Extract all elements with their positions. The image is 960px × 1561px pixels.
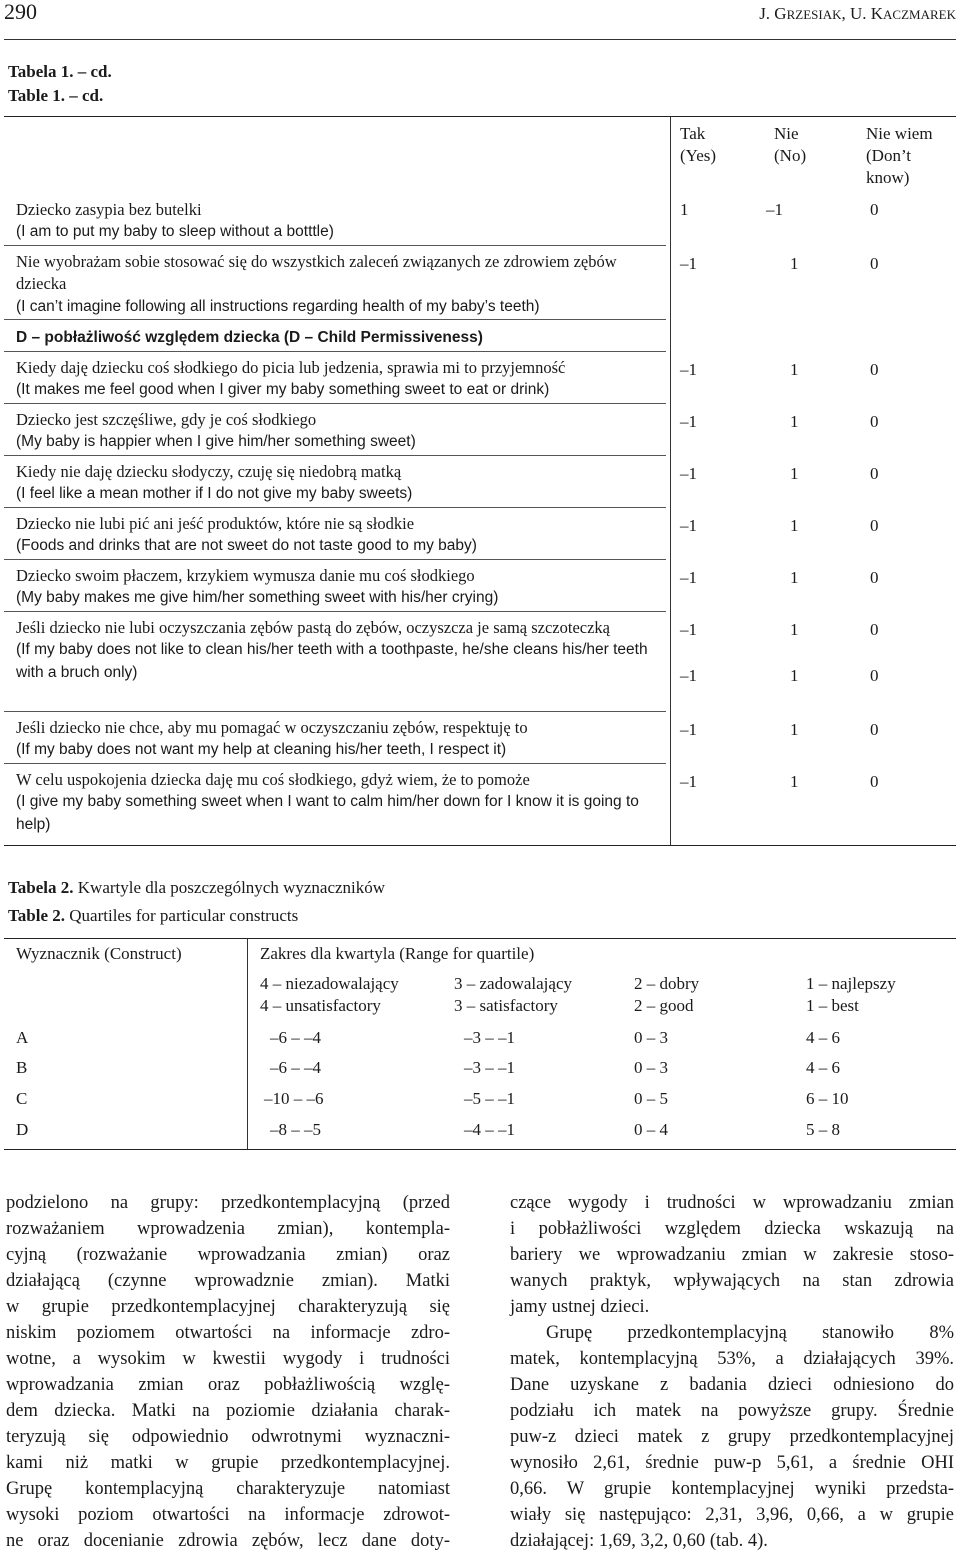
body-column-right <box>510 1190 954 1554</box>
text-line: wotne, a wysokim w kwestii wygody i trudności <box>6 1349 450 1369</box>
quartile-header-3: 3 – zadowalający 3 – satisfactory <box>454 974 572 1016</box>
text-line: działającej: 1,69, 3,2, 0,60 (tab. 4). <box>510 1531 768 1551</box>
score-yes: –1 <box>680 360 697 379</box>
body-column-left <box>6 1190 450 1554</box>
row-divider <box>4 711 666 712</box>
section-heading-d: D – pobłażliwość względem dziecka (D – Child Permissiveness) <box>16 329 483 346</box>
text-line: wysoki poziom otwartości na informacje zdrowot- <box>6 1505 450 1525</box>
col-header-yes: Tak (Yes) <box>680 124 717 165</box>
score-no: –1 <box>766 200 783 219</box>
range-cell: 0 – 4 <box>634 1120 668 1139</box>
page-number: 290 <box>4 0 37 24</box>
text-line: puw-z dzieci matek z grupy przedkontemplacyjnej <box>510 1427 954 1447</box>
score-yes: –1 <box>680 412 697 431</box>
table1-item <box>16 617 664 684</box>
item-text-en: (If my baby does not want my help at cleaning his/her teeth, I respect it) <box>16 741 507 759</box>
table1-caption-pl: Tabela 1. – cd. <box>8 62 112 81</box>
table1-item <box>16 769 664 836</box>
score-row <box>680 253 950 275</box>
text-line: Dane uzyskane z badania dzieci odniesiono do <box>510 1375 954 1395</box>
score-yes: –1 <box>680 666 697 685</box>
score-yes: –1 <box>680 254 697 273</box>
construct-label: A <box>16 1028 29 1047</box>
range-cell: 0 – 3 <box>634 1028 668 1047</box>
row-divider <box>4 319 666 320</box>
table1-item <box>16 357 664 402</box>
score-dont-know: 0 <box>870 720 879 739</box>
construct-label: B <box>16 1058 28 1077</box>
item-text-en: (I can’t imagine following all instructions regarding health of my baby’s teeth) <box>16 297 540 315</box>
score-yes: –1 <box>680 720 697 739</box>
score-row <box>680 199 950 221</box>
table2-caption-pl: Tabela 2. Kwartyle dla poszczególnych wyznaczników <box>8 878 386 897</box>
text-line: Grupę kontemplacyjną charakteryzuje natomiast <box>6 1479 450 1499</box>
range-cell: –6 – –4 <box>270 1028 321 1047</box>
item-text-en: (It makes me feel good when I giver my baby something sweet to eat or drink) <box>16 381 550 399</box>
score-no: 1 <box>790 412 799 431</box>
table1 <box>4 116 956 846</box>
item-text-en: (I feel like a mean mother if I do not give my baby sweets) <box>16 485 413 503</box>
item-text-pl: Jeśli dziecko nie chce, aby mu pomagać w oczyszczaniu zębów, respektuję to <box>16 718 528 737</box>
table2-divider <box>247 939 248 1149</box>
score-dont-know: 0 <box>870 360 879 379</box>
text-line: czące wygody i trudności w wprowadzaniu zmian <box>510 1193 954 1213</box>
text-line: podzielono na grupy: przedkontemplacyjną (przed <box>6 1193 450 1213</box>
score-dont-know: 0 <box>870 464 879 483</box>
score-dont-know: 0 <box>870 254 879 273</box>
col-header-no: Nie (No) <box>774 124 807 165</box>
item-text-pl: Jeśli dziecko nie lubi oczyszczania zębów pastą do zębów, oczyszcza je samą szczoteczką <box>16 618 611 637</box>
text-line: bariery we wprowadzaniu zmian w zakresie stoso- <box>510 1245 954 1265</box>
score-no: 1 <box>790 720 799 739</box>
score-no: 1 <box>790 516 799 535</box>
text-line: podziału ich matek na powyższe grupy. Średnie <box>510 1401 954 1421</box>
table1-item <box>16 409 664 454</box>
item-text-en: (My baby is happier when I give him/her something sweet) <box>16 433 416 451</box>
text-line: wprowadzania zmian oraz pobłażliwością wzglę- <box>6 1375 450 1395</box>
table1-item <box>16 199 664 244</box>
row-divider <box>4 763 666 764</box>
score-yes: 1 <box>680 200 689 219</box>
range-cell: –4 – –1 <box>464 1120 515 1139</box>
range-header: Zakres dla kwartyla (Range for quartile) <box>260 944 535 963</box>
text-line: wanych praktyk, wpływających na stan zdrowia <box>510 1271 954 1291</box>
score-dont-know: 0 <box>870 516 879 535</box>
range-cell: –6 – –4 <box>270 1058 321 1077</box>
row-divider <box>4 455 666 456</box>
text-line: ne oraz docenianie zdrowia zębów, lecz dane doty- <box>6 1531 450 1551</box>
row-divider <box>4 559 666 560</box>
text-line: matek, kontemplacyjną 53%, a działających 39%. <box>510 1349 954 1369</box>
quartile-header-4: 4 – niezadowalający 4 – unsatisfactory <box>260 974 399 1016</box>
item-text-pl: Kiedy daję dziecku coś słodkiego do picia lub jedzenia, sprawia mi to przyjemność <box>16 358 566 377</box>
item-text-pl: Kiedy nie daję dziecku słodyczy, czuję się niedobrą matką <box>16 462 402 481</box>
range-cell: 0 – 3 <box>634 1058 668 1077</box>
text-line: rozważaniem wprowadzenia zmian), kontempla- <box>6 1219 450 1239</box>
score-row <box>680 771 950 793</box>
text-line: teryzują się odpowiednio odwrotnymi wyznaczni- <box>6 1427 450 1447</box>
item-text-pl: Dziecko swoim płaczem, krzykiem wymusza danie mu coś słodkiego <box>16 566 475 585</box>
quartile-header-1: 1 – najlepszy 1 – best <box>806 974 896 1016</box>
text-line: Grupę przedkontemplacyjną stanowiło 8% <box>546 1323 954 1343</box>
table1-caption-en: Table 1. – cd. <box>8 86 104 105</box>
text-line: kami niż matki w grupie przedkontemplacyjnej. <box>6 1453 450 1473</box>
table1-item <box>16 565 664 610</box>
score-dont-know: 0 <box>870 772 879 791</box>
row-divider <box>4 245 666 246</box>
running-authors: J. GRZESIAK, U. KACZMAREK <box>759 4 956 23</box>
table2 <box>4 938 956 1150</box>
item-text-en: (If my baby does not like to clean his/her teeth with a toothpaste, he/she cleans his/her teeth with a bruch only) <box>16 641 648 681</box>
construct-label: D <box>16 1120 29 1139</box>
item-text-pl: Dziecko nie lubi pić ani jeść produktów, które nie są słodkie <box>16 514 415 533</box>
score-yes: –1 <box>680 772 697 791</box>
score-row <box>680 619 950 641</box>
score-no: 1 <box>790 568 799 587</box>
score-yes: –1 <box>680 620 697 639</box>
score-yes: –1 <box>680 516 697 535</box>
score-no: 1 <box>790 620 799 639</box>
table2-caption-en: Table 2. Quartiles for particular constructs <box>8 906 299 925</box>
range-cell: –3 – –1 <box>464 1028 515 1047</box>
text-line: 0,66. W grupie kontemplacyjnej wyniki przedsta- <box>510 1479 954 1499</box>
table1-item <box>16 461 664 506</box>
text-line: wiały się następująco: 2,31, 3,96, 0,66, a w grupie <box>510 1505 954 1525</box>
score-yes: –1 <box>680 568 697 587</box>
score-no: 1 <box>790 254 799 273</box>
score-row <box>680 515 950 537</box>
score-row <box>680 359 950 381</box>
text-line: dem dziecka. Matki na poziomie działania charak- <box>6 1401 450 1421</box>
score-row <box>680 665 950 687</box>
construct-label: C <box>16 1089 28 1108</box>
row-divider <box>4 611 666 612</box>
text-line: jamy ustnej dzieci. <box>510 1297 650 1317</box>
range-cell: –5 – –1 <box>464 1089 515 1108</box>
text-line: wynosiło 2,61, średnie puw-p 5,61, a średnie OHI <box>510 1453 954 1473</box>
score-yes: –1 <box>680 464 697 483</box>
item-text-en: (Foods and drinks that are not sweet do not taste good to my baby) <box>16 537 477 555</box>
page-header <box>4 0 956 40</box>
item-text-pl: Dziecko jest szczęśliwe, gdy je coś słodkiego <box>16 410 317 429</box>
table1-item <box>16 251 664 318</box>
score-row <box>680 411 950 433</box>
score-no: 1 <box>790 464 799 483</box>
col-header-dont-know: Nie wiem (Don’t know) <box>866 124 933 187</box>
row-divider <box>4 507 666 508</box>
score-no: 1 <box>790 360 799 379</box>
item-text-en: (I am to put my baby to sleep without a botttle) <box>16 223 334 241</box>
row-divider <box>4 403 666 404</box>
score-row <box>680 719 950 741</box>
range-cell: 4 – 6 <box>806 1058 840 1077</box>
score-dont-know: 0 <box>870 200 879 219</box>
range-cell: –10 – –6 <box>264 1089 324 1108</box>
score-dont-know: 0 <box>870 568 879 587</box>
item-text-pl: Dziecko zasypia bez butelki <box>16 200 202 219</box>
score-no: 1 <box>790 772 799 791</box>
construct-header: Wyznacznik (Construct) <box>16 944 182 963</box>
score-no: 1 <box>790 666 799 685</box>
score-dont-know: 0 <box>870 666 879 685</box>
item-text-en: (I give my baby something sweet when I want to calm him/her down for I know it is going to help) <box>16 793 639 833</box>
score-dont-know: 0 <box>870 412 879 431</box>
text-line: działającą (czynne wprowadznie zmian). Matki <box>6 1271 450 1291</box>
table1-item <box>16 717 664 762</box>
item-text-pl: Nie wyobrażam sobie stosować się do wszystkich zaleceń związanych ze zdrowiem zębów dziecka <box>16 252 617 294</box>
range-cell: 0 – 5 <box>634 1089 668 1108</box>
text-line: w grupie przedkontemplacyjnej charakteryzują się <box>6 1297 450 1317</box>
quartile-header-2: 2 – dobry 2 – good <box>634 974 700 1016</box>
range-cell: 4 – 6 <box>806 1028 840 1047</box>
table1-divider <box>670 117 671 845</box>
text-line: niskim poziomem otwartości na informacje zdro- <box>6 1323 450 1343</box>
item-text-pl: W celu uspokojenia dziecka daję mu coś słodkiego, gdyż wiem, że to pomoże <box>16 770 530 789</box>
range-cell: –3 – –1 <box>464 1058 515 1077</box>
range-cell: –8 – –5 <box>270 1120 321 1139</box>
row-divider <box>4 351 666 352</box>
score-row <box>680 567 950 589</box>
range-cell: 6 – 10 <box>806 1089 849 1108</box>
text-line: i pobłażliwości względem dziecka wskazują na <box>510 1219 954 1239</box>
score-row <box>680 463 950 485</box>
range-cell: 5 – 8 <box>806 1120 840 1139</box>
item-text-en: (My baby makes me give him/her something sweet with his/her crying) <box>16 589 499 607</box>
table1-item <box>16 513 664 558</box>
text-line: cyjną (rozważanie wprowadzania zmian) oraz <box>6 1245 450 1265</box>
score-dont-know: 0 <box>870 620 879 639</box>
